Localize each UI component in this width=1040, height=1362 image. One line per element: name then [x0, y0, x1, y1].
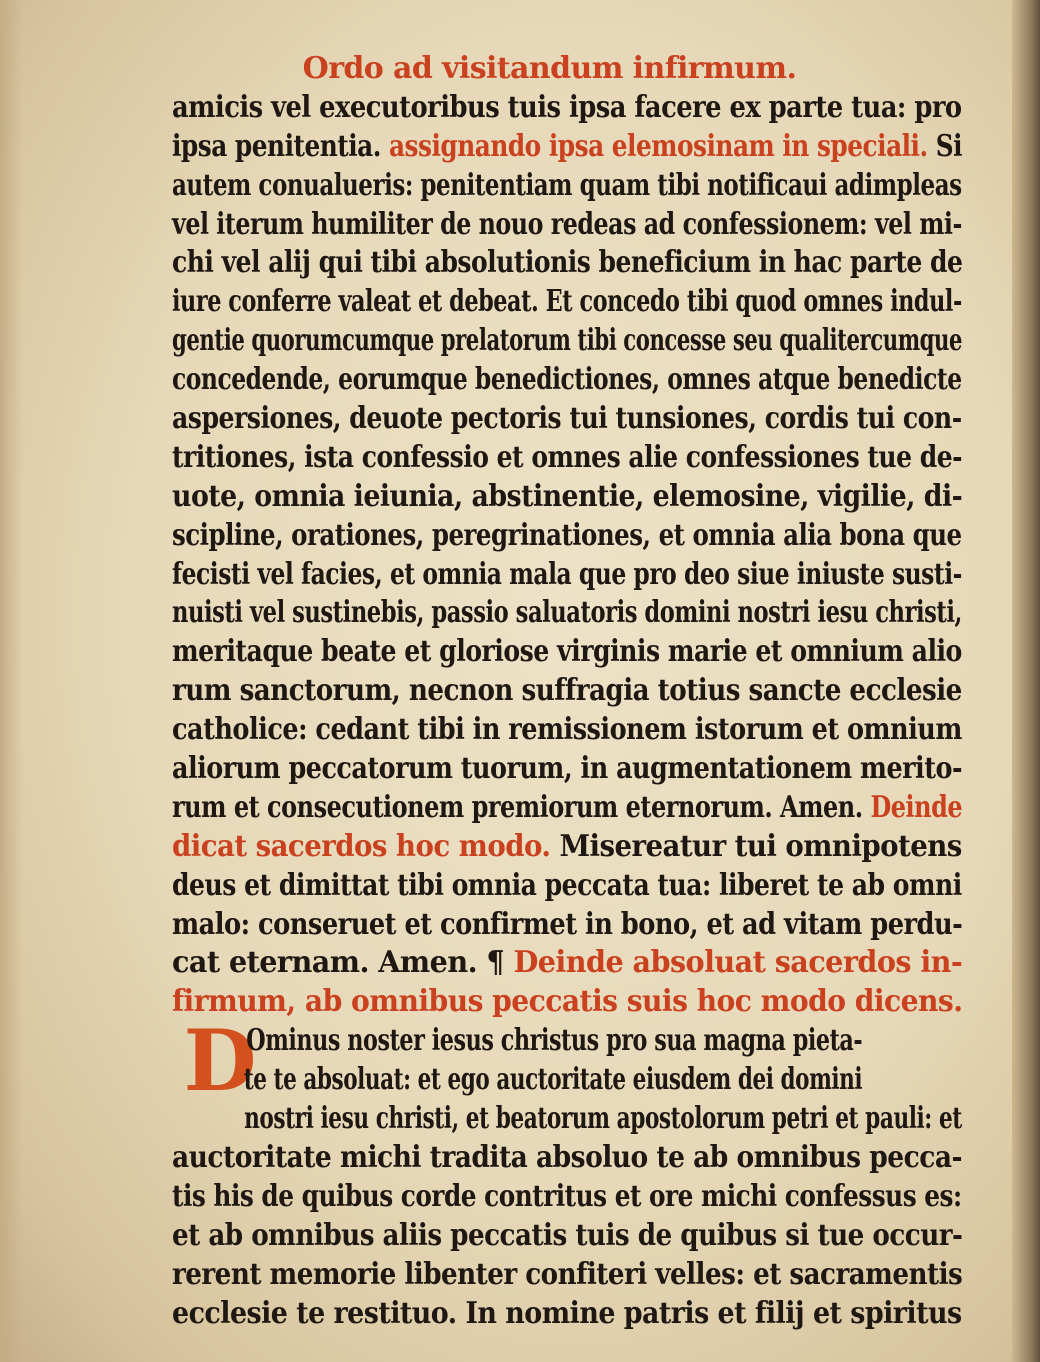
body-text: chi vel alij qui tibi absolutionis beneficium in hac parte de: [172, 245, 963, 281]
body-text: et ab omnibus aliis peccatis tuis de quibus si tue occur-: [172, 1217, 963, 1253]
text-line: [172, 672, 962, 711]
body-text: vel iterum humiliter de nouo redeas ad confessionem: vel mi-: [172, 206, 962, 242]
rubric-text: dicat sacerdos hoc modo.: [172, 828, 560, 864]
text-line: [172, 1178, 962, 1217]
text-line: [172, 944, 963, 983]
body-text: iure conferre valeat et debeat. Et concedo tibi quod omnes indul-: [172, 284, 962, 320]
body-text: cat eternam. Amen.: [172, 945, 487, 981]
text-line: [172, 1139, 962, 1178]
text-line: [172, 867, 962, 906]
body-text: Si: [927, 128, 963, 164]
body-text: fecisti vel facies, et omnia mala que pro deo siue iniuste susti-: [172, 556, 962, 592]
body-lines: [172, 89, 967, 1022]
page-fore-edge: [1012, 0, 1040, 1362]
initial-lines: [172, 1011, 967, 1111]
body-text: autem conualueris: penitentiam quam tibi notificaui adimpleas: [172, 167, 962, 203]
text-line: [172, 478, 963, 517]
body-text: amicis vel executoribus tuis ipsa facere ex parte tua: pro: [172, 89, 962, 125]
text-line: [172, 167, 962, 206]
body-text: rum sanctorum, necnon suffragia totius sancte ecclesie: [172, 673, 962, 709]
text-line: [172, 283, 962, 322]
text-line: [172, 556, 962, 595]
tail-lines: [172, 1100, 967, 1333]
text-line: [172, 1256, 963, 1295]
body-text: tritiones, ista confessio et omnes alie confessiones tue de-: [172, 439, 963, 475]
text-line: [172, 633, 962, 672]
text-line: [172, 828, 962, 867]
rubric-text: assignando ipsa elemosinam in speciali.: [388, 128, 928, 164]
text-line: [172, 128, 963, 167]
body-text: gentie quorumcumque prelatorum tibi concesse seu qualitercumque: [172, 323, 963, 359]
body-text: tis his de quibus corde contritus et ore michi confessus es:: [172, 1178, 962, 1214]
body-text: uote, omnia ieiunia, abstinentie, elemosine, vigilie, di-: [172, 478, 963, 514]
body-text: aliorum peccatorum tuorum, in augmentationem merito-: [172, 751, 962, 787]
body-text: ipsa penitentia.: [172, 128, 389, 164]
text-line: [172, 244, 963, 283]
body-text: ¶: [486, 945, 514, 981]
body-text: te te absoluat: et ego auctoritate eiusdem dei domini: [243, 1062, 863, 1098]
text-line: [172, 1295, 962, 1334]
body-text: meritaque beate et gloriose virginis marie et omnium alio: [172, 634, 962, 670]
body-text: rum et consecutionem premiorum eternorum. Amen.: [172, 789, 871, 825]
text-line: [172, 789, 963, 828]
text-line: [172, 983, 963, 1022]
body-text: Misereatur tui omnipotens: [559, 828, 962, 864]
text-line: [172, 322, 963, 361]
body-text: scipline, orationes, peregrinationes, et omnia alia bona que: [172, 517, 962, 553]
text-line: [172, 906, 963, 945]
rubric-text: firmum, ab omnibus peccatis suis hoc modo dicens.: [172, 984, 963, 1020]
text-block: [172, 50, 967, 1333]
body-text: ecclesie te restituo. In nomine patris et filij et spiritus: [172, 1295, 962, 1331]
text-line: [172, 89, 962, 128]
page-gutter-shadow: [0, 0, 22, 1362]
body-text: catholice: cedant tibi in remissionem istorum et omnium: [172, 712, 962, 748]
body-text: nuisti vel sustinebis, passio saluatoris domini nostri iesu christi,: [172, 595, 962, 631]
text-line: [172, 750, 962, 789]
rubric-text: Deinde absoluat sacerdos in-: [513, 945, 963, 981]
body-text: auctoritate michi tradita absoluo te ab omnibus pecca-: [172, 1139, 962, 1175]
text-line: [172, 1022, 863, 1061]
text-line: [172, 400, 962, 439]
body-text: malo: conseruet et confirmet in bono, et ad vitam perdu-: [172, 906, 963, 942]
text-line: [172, 711, 962, 750]
body-text: concedende, eorumque benedictiones, omnes atque benedicte: [172, 362, 962, 398]
body-text: nostri iesu christi, et beatorum apostolorum petri et pauli: et: [244, 1101, 962, 1137]
decorated-initial: D: [183, 1011, 257, 1111]
body-text: aspersiones, deuote pectoris tui tunsiones, cordis tui con-: [172, 401, 962, 437]
text-line: [172, 517, 962, 556]
body-text: Ominus noster iesus christus pro sua magna pieta-: [246, 1023, 863, 1059]
text-line: [172, 361, 962, 400]
text-line: [172, 1217, 963, 1256]
text-line: [172, 1100, 962, 1139]
text-line: [172, 206, 962, 245]
page-heading: Ordo ad visitandum infirmum.: [302, 51, 797, 86]
body-text: rerent memorie libenter confiteri velles: et sacramentis: [172, 1256, 963, 1292]
initial-paragraph: [172, 1011, 967, 1111]
body-text: deus et dimittat tibi omnia peccata tua: liberet te ab omni: [172, 867, 962, 903]
rubric-text: Deinde: [870, 789, 963, 825]
text-line: [172, 594, 962, 633]
text-line: [172, 1061, 863, 1100]
text-line: [172, 439, 963, 478]
